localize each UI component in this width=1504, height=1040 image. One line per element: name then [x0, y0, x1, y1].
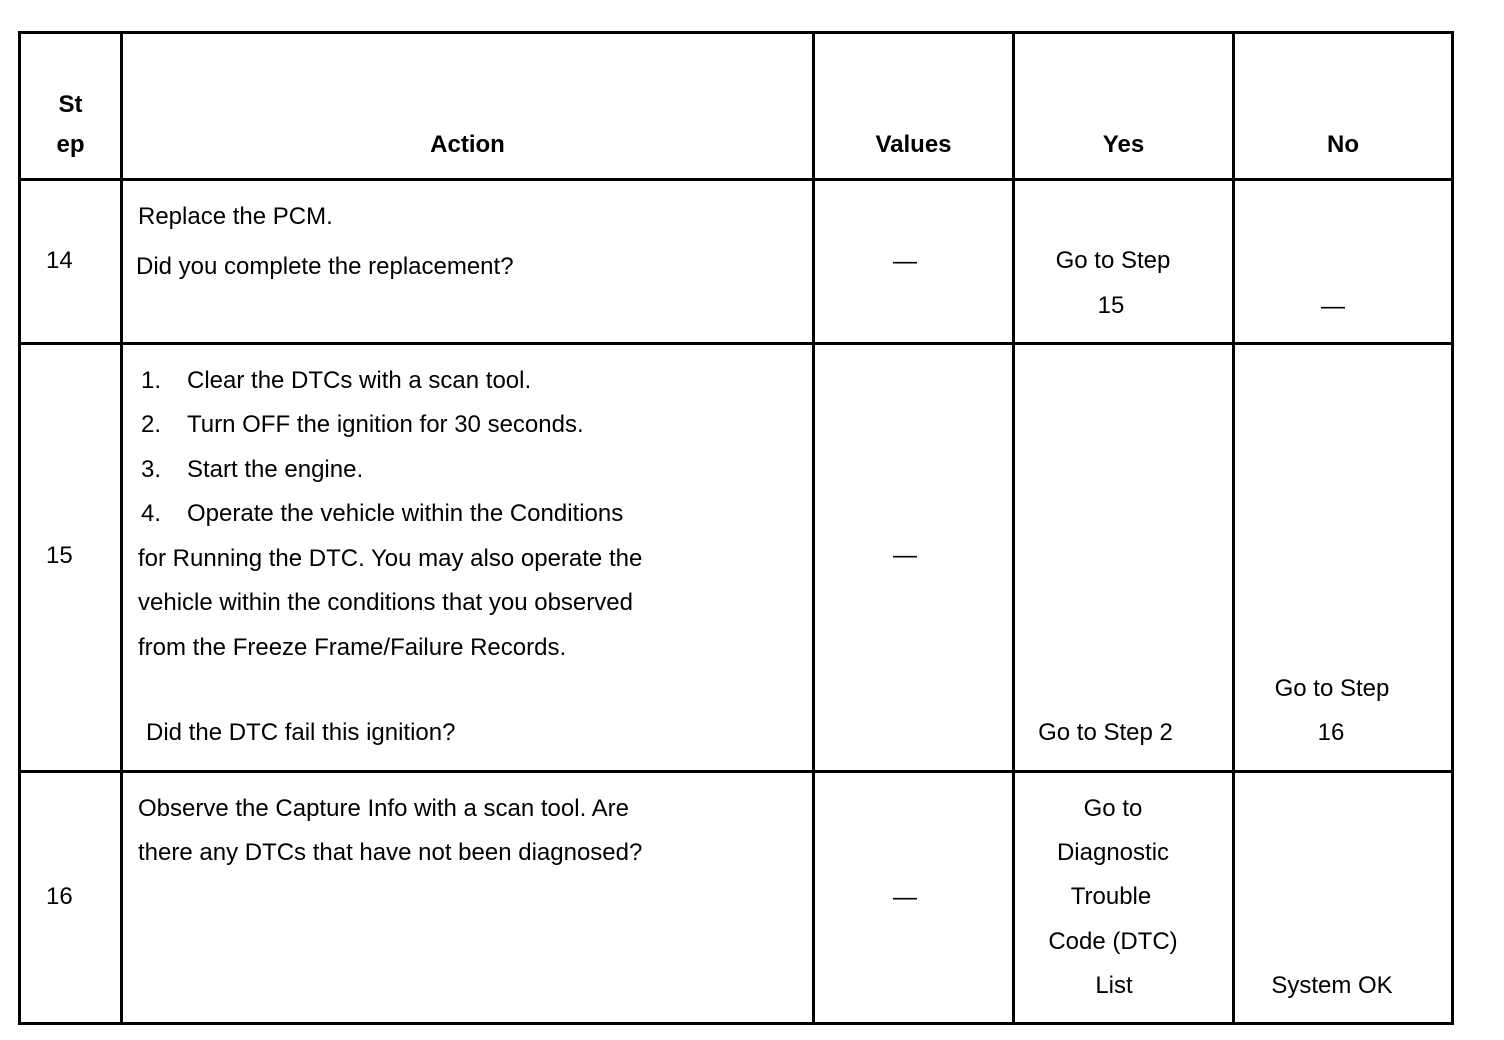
list-item-1-num: 1.	[141, 367, 162, 394]
no-16: System OK	[1271, 972, 1393, 999]
header-no: No	[1327, 131, 1359, 158]
value-16: —	[893, 884, 917, 911]
yes-14-line2: 15	[1097, 292, 1125, 319]
step-16: 16	[46, 883, 73, 910]
header-yes: Yes	[1102, 131, 1145, 158]
diagnostic-table	[18, 31, 1454, 1025]
step-15: 15	[46, 542, 73, 569]
table-border-right	[1451, 31, 1454, 1025]
row-divider-14	[18, 342, 1454, 345]
header-step-line2: ep	[56, 131, 85, 158]
action-15-continuation-1: for Running the DTC. You may also operate the	[138, 545, 643, 572]
list-item-3-num: 3.	[141, 456, 162, 483]
col-divider-yes	[1232, 31, 1235, 1025]
action-16-line2: there any DTCs that have not been diagnosed?	[138, 839, 643, 866]
list-item-3-text: Start the engine.	[187, 456, 364, 483]
header-divider	[18, 178, 1454, 181]
yes-16-line1: Go to	[1083, 795, 1143, 822]
header-values: Values	[875, 131, 952, 158]
table-border-top	[18, 31, 1454, 34]
yes-16-line3: Trouble	[1070, 883, 1152, 910]
action-15-question: Did the DTC fail this ignition?	[146, 719, 456, 746]
no-15-line2: 16	[1317, 719, 1345, 746]
no-14: —	[1321, 293, 1345, 320]
list-item-4-text: Operate the vehicle within the Conditions	[187, 500, 624, 527]
list-item-1-text: Clear the DTCs with a scan tool.	[187, 367, 532, 394]
list-item-2-text: Turn OFF the ignition for 30 seconds.	[187, 411, 584, 438]
value-14: —	[893, 248, 917, 275]
yes-14-line1: Go to Step	[1055, 247, 1171, 274]
row-divider-15	[18, 770, 1454, 773]
list-item-4-num: 4.	[141, 500, 162, 527]
action-16-line1: Observe the Capture Info with a scan tool. Are	[138, 795, 629, 822]
header-action: Action	[430, 131, 505, 158]
yes-15: Go to Step 2	[1038, 719, 1173, 746]
action-15-continuation-3: from the Freeze Frame/Failure Records.	[138, 634, 567, 661]
action-14-line1: Replace the PCM.	[138, 203, 333, 230]
table-border-bottom	[18, 1022, 1454, 1025]
col-divider-step	[120, 31, 123, 1025]
yes-16-line4: Code (DTC)	[1048, 928, 1178, 955]
step-14: 14	[46, 247, 73, 274]
list-item-2-num: 2.	[141, 411, 162, 438]
yes-16-line2: Diagnostic	[1056, 839, 1170, 866]
header-step-line1: St	[58, 91, 83, 118]
action-14-line2: Did you complete the replacement?	[136, 253, 514, 280]
table-border-left	[18, 31, 21, 1025]
value-15: —	[893, 542, 917, 569]
yes-16-line5: List	[1095, 972, 1133, 999]
no-15-line1: Go to Step	[1274, 675, 1390, 702]
action-15-continuation-2: vehicle within the conditions that you observed	[138, 589, 633, 616]
